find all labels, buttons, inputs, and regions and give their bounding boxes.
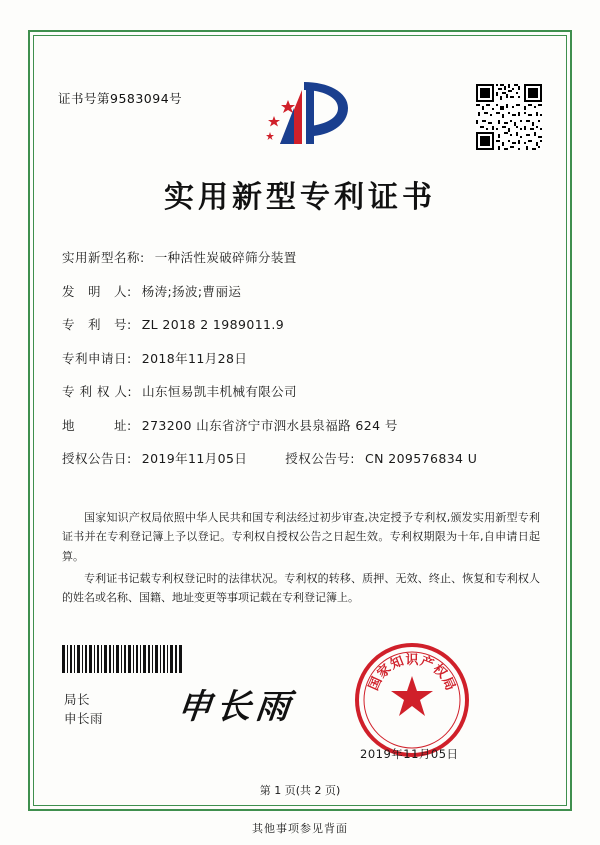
field-label: 实用新型名称: — [62, 250, 145, 265]
cnipa-logo-icon — [244, 78, 354, 150]
field-label: 地 址: — [62, 417, 132, 433]
svg-text:国: 国 — [366, 674, 386, 693]
field-value: 一种活性炭破碎筛分装置 — [154, 250, 297, 265]
footnote: 其他事项参见背面 — [252, 822, 348, 835]
seal-issue-date: 2019年11月05日 — [360, 747, 459, 761]
field-label-grant-date: 授权公告日: — [62, 451, 132, 466]
field-row-address — [62, 416, 540, 434]
field-value-grant-number: CN 209576834 U — [364, 451, 478, 466]
field-value: 2018年11月28日 — [141, 350, 248, 366]
field-row-inventor — [62, 282, 540, 300]
legal-text — [62, 508, 540, 610]
field-label-grant-number: 授权公告号: — [285, 451, 355, 466]
signature-role: 局长 — [64, 692, 91, 707]
page-number: 第 1 页(共 2 页) — [259, 784, 341, 797]
legal-paragraph-2: 专利证书记载专利权登记时的法律状况。专利权的转移、质押、无效、终止、恢复和专利权人的姓名或名称、国籍、地址变更等事项记载在专利登记簿上。 — [62, 571, 540, 604]
svg-text:家: 家 — [374, 661, 395, 682]
field-value: 杨涛;扬波;曹丽运 — [141, 283, 242, 299]
field-label: 专利申请日: — [62, 350, 132, 366]
signature-block — [64, 690, 103, 729]
field-value: 273200 山东省济宁市泗水县泉福路 624 号 — [141, 417, 398, 433]
barcode — [62, 645, 182, 673]
handwritten-signature: 申长雨 — [175, 687, 297, 727]
svg-text:识: 识 — [405, 653, 419, 668]
svg-text:知: 知 — [388, 653, 407, 673]
qr-code — [476, 84, 542, 150]
field-label: 专 利 权 人: — [62, 384, 133, 399]
official-seal — [352, 640, 472, 760]
page-title: 实用新型专利证书 — [164, 180, 436, 215]
svg-text:局: 局 — [438, 674, 458, 693]
certificate-number: 证书号第9583094号 — [58, 91, 183, 106]
field-row-application-date — [62, 349, 540, 367]
field-value-grant-date: 2019年11月05日 — [141, 451, 248, 466]
field-label: 发 明 人: — [62, 283, 132, 299]
field-value: ZL 2018 2 1989011.9 — [141, 317, 285, 332]
signature-name: 申长雨 — [64, 711, 104, 727]
field-row-patentee — [62, 382, 540, 400]
svg-text:产: 产 — [417, 653, 436, 673]
field-value: 山东恒易凯丰机械有限公司 — [142, 384, 297, 399]
field-row-grant-announcement — [62, 449, 540, 467]
field-list — [62, 248, 540, 483]
legal-paragraph-1: 国家知识产权局依照中华人民共和国专利法经过初步审查,决定授予专利权,颁发实用新型专利证书并在专利登记簿上予以登记。专利权自授权公告之日起生效。专利权期限为十年,自申请日起算。 — [62, 511, 540, 563]
field-row-utility-model-name — [62, 248, 540, 266]
field-row-patent-number — [62, 315, 540, 333]
svg-text:权: 权 — [429, 661, 450, 682]
field-label: 专 利 号: — [62, 317, 132, 332]
